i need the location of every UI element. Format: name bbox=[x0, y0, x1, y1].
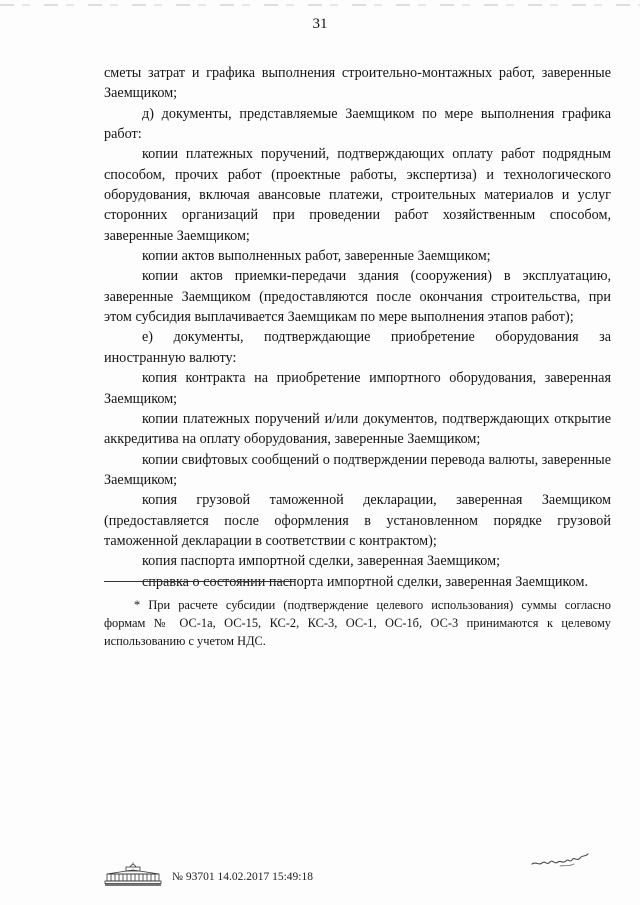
paragraph: справка о состоянии паспорта импортной сделки, заверенная Заемщиком. bbox=[142, 573, 589, 590]
government-building-emblem-icon bbox=[104, 862, 162, 886]
document-registration-code: № 93701 14.02.2017 15:49:18 bbox=[172, 871, 313, 883]
paragraph: копия контракта на приобретение импортного оборудования, заверенная Заемщиком; bbox=[104, 370, 611, 407]
footnote bbox=[104, 596, 611, 650]
scan-edge-artifact bbox=[0, 4, 640, 6]
handwritten-signature bbox=[530, 848, 594, 878]
page-number: 31 bbox=[312, 16, 328, 32]
footnote-divider bbox=[104, 581, 294, 582]
paragraph: копии свифтовых сообщений о подтверждении перевода валюты, заверенные Заемщиком; bbox=[104, 451, 611, 488]
paragraph: е) документы, подтверждающие приобретение оборудования за иностранную валюту: bbox=[104, 329, 611, 366]
document-footer bbox=[104, 862, 313, 886]
footnote-text: * При расчете субсидии (подтверждение целевого использования) суммы согласно формам № ОС-1а, ОС-15, КС-2, КС-3, ОС-1, ОС-1б, ОС-3 принимаются к целевому использованию с учетом НДС. bbox=[104, 598, 611, 648]
paragraph: копии актов приемки-передачи здания (сооружения) в эксплуатацию, заверенные Заемщиком (предоставляются после окончания строительства, при этом субсидия выплачивается Заемщикам по мере выполнения этапов работ); bbox=[104, 268, 611, 326]
paragraph: д) документы, представляемые Заемщиком по мере выполнения графика работ: bbox=[104, 105, 611, 143]
paragraph: копии платежных поручений и/или документов, подтверждающих открытие аккредитива на оплату оборудования, заверенные Заемщиком; bbox=[104, 410, 611, 448]
paragraph: сметы затрат и графика выполнения строительно-монтажных работ, заверенные Заемщиком; bbox=[104, 65, 611, 102]
paragraph: копия грузовой таможенной декларации, заверенная Заемщиком (предоставляется после оформления в установленном порядке грузовой таможенной декларации в соответствии с контрактом); bbox=[104, 492, 611, 549]
body-text bbox=[104, 63, 611, 592]
paragraph: копии актов выполненных работ, заверенные Заемщиком; bbox=[142, 248, 491, 265]
paragraph: копия паспорта импортной сделки, заверенная Заемщиком; bbox=[142, 553, 501, 570]
paragraph: копии платежных поручений, подтверждающих оплату работ подрядным способом, прочих работ (проектные работы, экспертиза) и технологического оборудования, включая авансовые платежи, строительных материалов и услуг сторонних организаций при проведении работ хозяйственным способом, заверенные Заемщиком; bbox=[104, 146, 611, 244]
